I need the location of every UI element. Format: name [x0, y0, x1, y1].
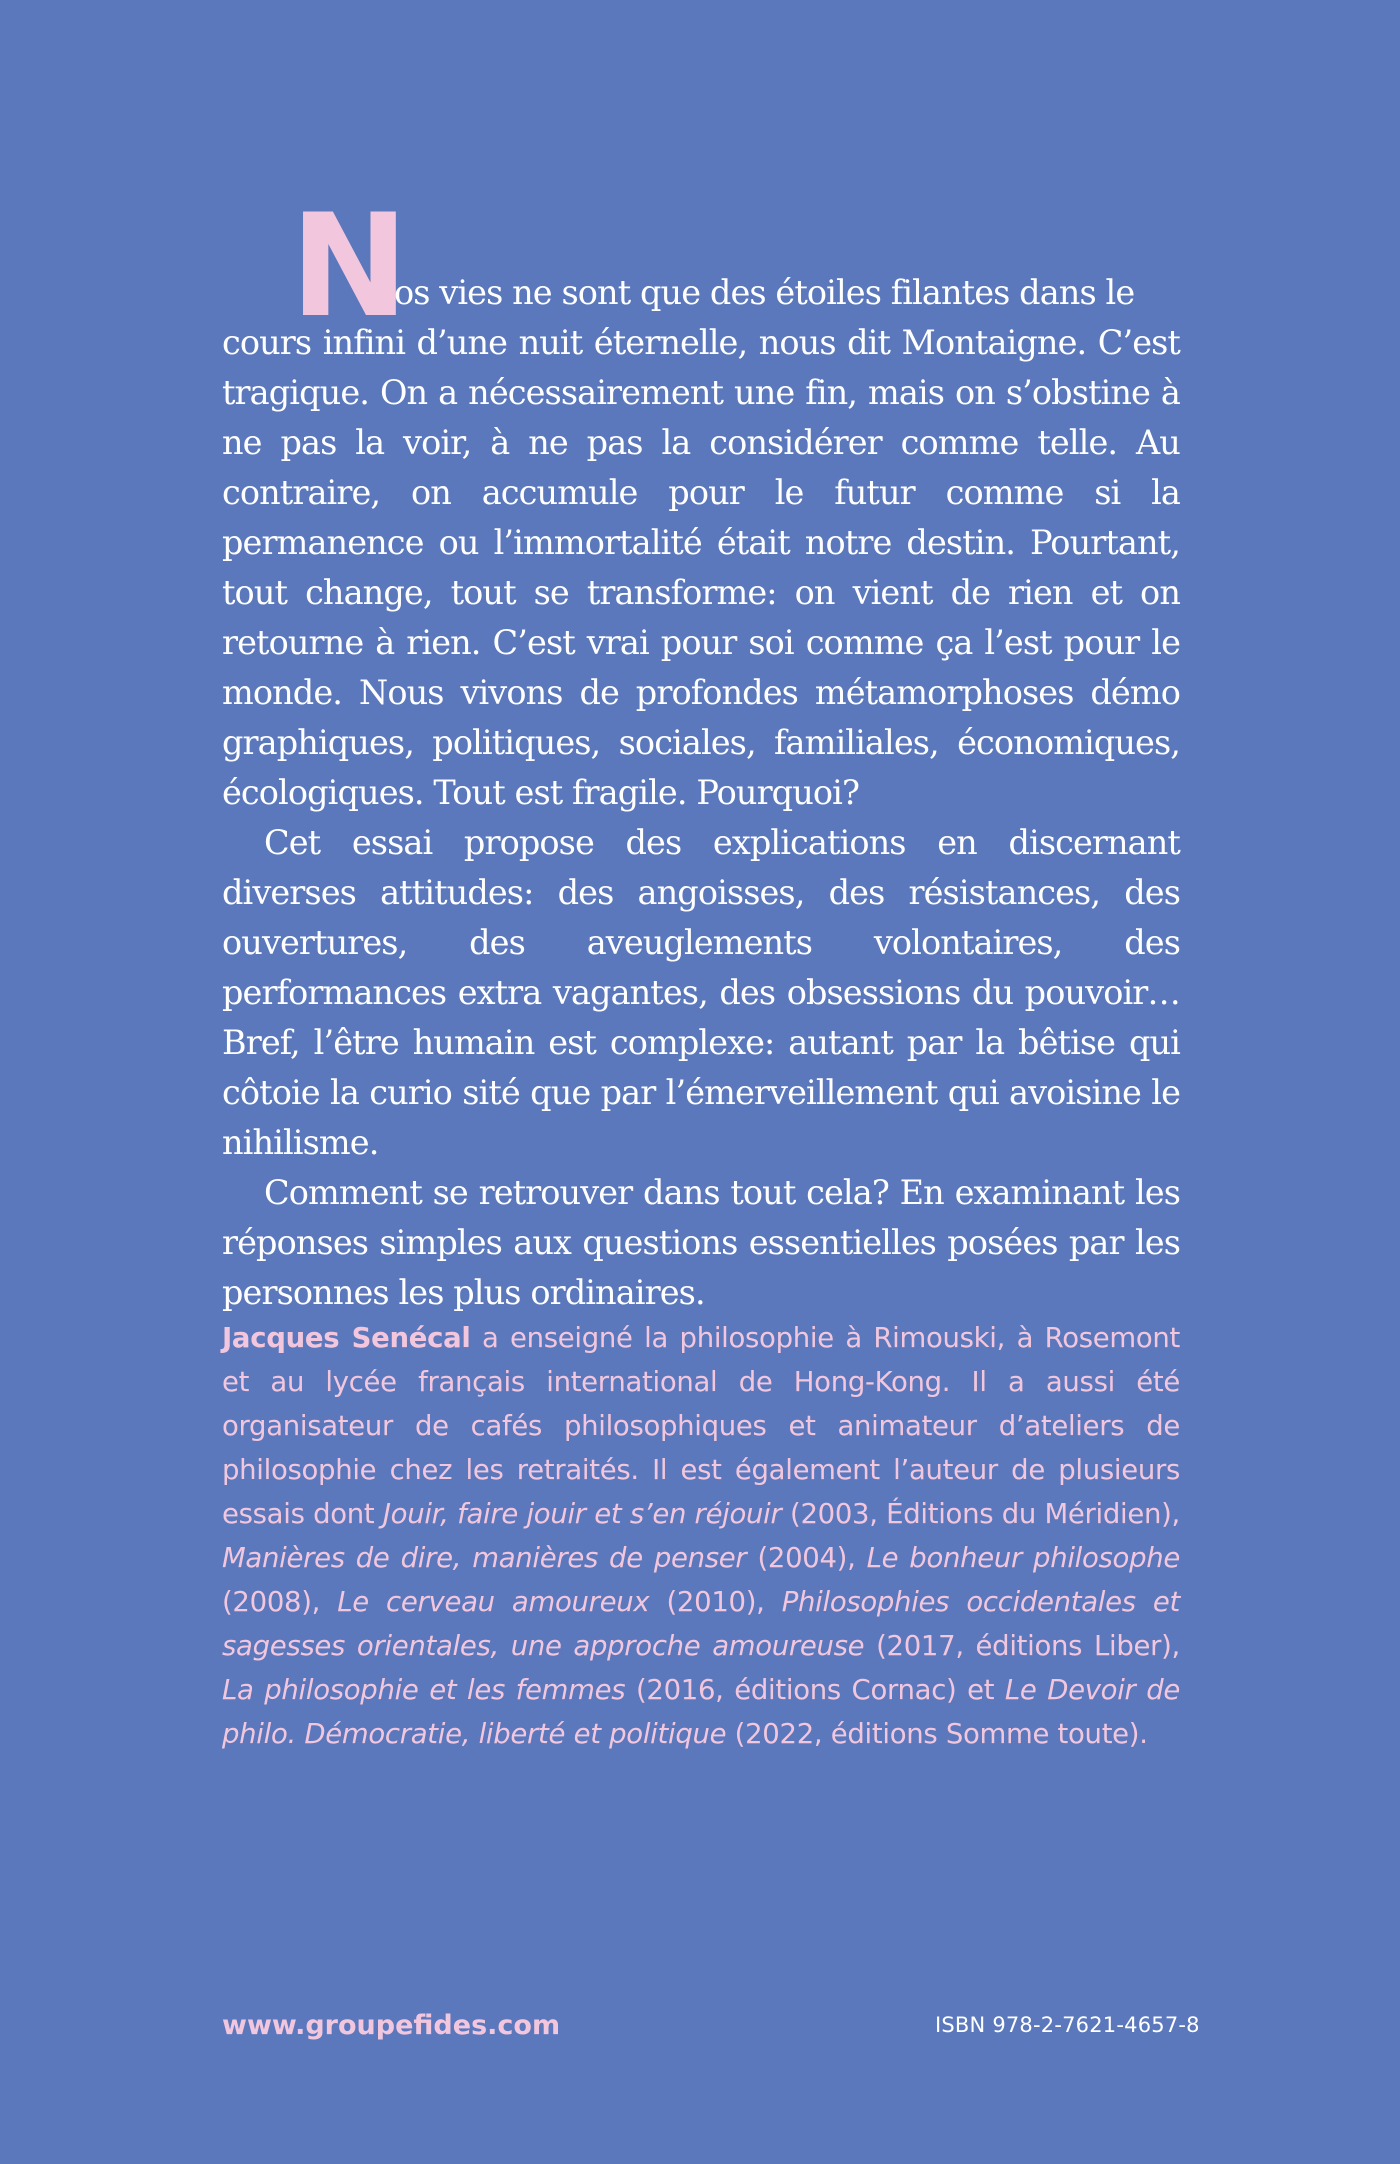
drop-cap-letter: N: [290, 184, 405, 349]
book-title: Manières de dire, manières de penser: [222, 1542, 747, 1574]
publisher-website-link[interactable]: www.groupefides.com: [222, 2010, 561, 2041]
bio-text: (2004),: [746, 1542, 867, 1574]
author-name: Jacques Senécal: [222, 1322, 471, 1354]
blurb-paragraph-3: Comment se retrouver dans tout cela? En examinant les réponses simples aux questions essentielles posées par les personnes les plus ordinaires.: [222, 1173, 1180, 1312]
bio-text: (2017, éditions Liber),: [864, 1630, 1180, 1662]
blurb-paragraph-1: [222, 268, 1180, 818]
book-title: Philosophies occidentales et sagesses orientales, une approche amoureuse: [222, 1586, 1181, 1662]
blurb-paragraph-1-rest: cours infini d’une nuit éternelle, nous dit Montaigne. C’est tragique. On a nécessairement une fin, mais on s’obstine à ne pas la voir, à ne pas la considérer comme telle. Au contraire, on accumule pour le futur comme si la permanence ou l’immortalité était notre destin. Pourtant, tout change, tout se transforme: on vient de rien et on retourne à rien. C’est vrai pour soi comme ça l’est pour le monde. Nous vivons de profondes métamorphoses démo graphiques, politiques, sociales, familiales, économiques, écologiques. Tout est fragile. Pourquoi?: [222, 323, 1180, 812]
isbn-number: ISBN 978-2-7621-4657-8: [935, 2013, 1200, 2037]
blurb-paragraph-2: Cet essai propose des explications en discernant diverses attitudes: des angoisses, des résistances, des ouvertures, des aveuglements volontaires, des performances extra vagantes, des obsessions du pouvoir… Bref, l’être humain est complexe: autant par la bêtise qui côtoie la curio sité que par l’émerveillement qui avoisine le nihilisme.: [222, 823, 1180, 1162]
book-title: Jouir, faire jouir et s’en réjouir: [382, 1498, 782, 1530]
bio-text: (2008),: [222, 1586, 338, 1618]
bio-text: (2022, éditions Somme toute).: [726, 1718, 1148, 1750]
book-title: La philosophie et les femmes: [222, 1674, 626, 1706]
author-bio: [222, 1316, 1180, 1756]
bio-text: a enseigné la philosophie à Rimouski, à Rosemont et au lycée français international de Hong-Kong. Il a aussi été organisateur de cafés philosophiques et animateur d’ateliers de philosophie chez les retraités. Il est également l’auteur de plusieurs essais dont: [222, 1322, 1181, 1530]
bio-text: (2010),: [649, 1586, 782, 1618]
book-title: Le bonheur philosophe: [866, 1542, 1180, 1574]
book-title: Le cerveau amoureux: [337, 1586, 650, 1618]
blurb-text: [222, 268, 1180, 1318]
book-title: Le Devoir de philo. Démocratie, liberté et politique: [222, 1674, 1180, 1750]
blurb-first-line: os vies ne sont que des étoiles filantes dans le: [394, 273, 1135, 312]
bio-text: (2003, Éditions du Méridien),: [781, 1498, 1180, 1530]
bio-text: (2016, éditions Cornac) et: [625, 1674, 1005, 1706]
